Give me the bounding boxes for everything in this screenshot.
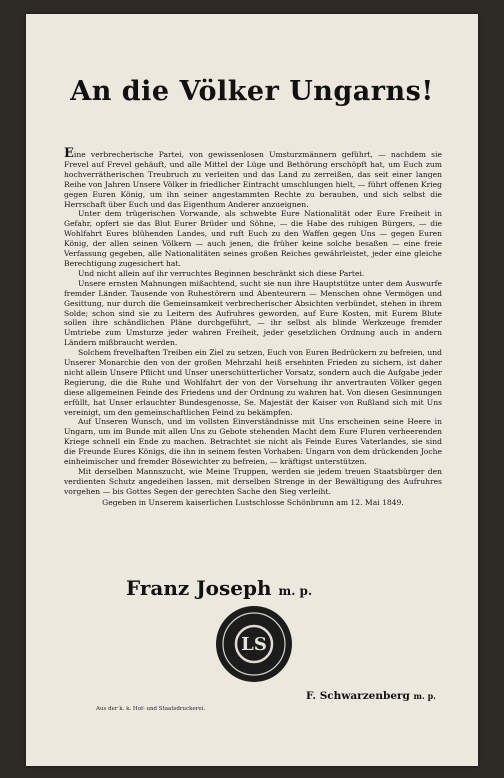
paragraph-1	[64, 146, 442, 209]
seal-emblem	[216, 606, 292, 682]
paragraph-6: Auf Unseren Wunsch, und im vollsten Einverständnisse mit Uns erscheinen seine Heere in Ungarn, um im Bunde mit allen Uns zu Gebote stehenden Macht dem Eure Fluren verheerenden Kriege schnell ein Ende zu machen. Betrachtet sie nicht als Feinde Eures Vaterlandes, sie sind die Freunde Eures Königs, die ihn in seinem festen Vorhaben: Ungarn von dem drückenden Joche einheimischer und fremder Bösewichter zu befreien, — kräftigst unterstützen.	[64, 417, 442, 467]
paragraph-5: Solchem frevelhaften Treiben ein Ziel zu setzen, Euch von Euren Bedrückern zu befreien, und Unserer Monarchie den von der großen Mehrzahl heiß ersehnten Frieden zu sichern, ist daher nicht allein Unsere Pflicht und Unser unerschütterlicher Vorsatz, sondern auch die Aufgabe jeder Regierung, die die Ruhe und Wohlfahrt der von der Vorsehung ihr anvertrauten Völker gegen diese allgemeinen Feinde des Friedens und der Ordnung zu wahren hat. Von diesen Gesinnungen erfüllt, hat Unser erlauchter Bundesgenosse, Se. Majestät der Kaiser von Rußland sich mit Uns vereinigt, um den gemeinschaftlichen Feind zu bekämpfen.	[64, 348, 442, 417]
minister-mp: m. p.	[413, 691, 436, 701]
paragraph-2: Unter dem trügerischen Vorwande, als schwebte Eure Nationalität oder Eure Freiheit in Gefahr, opfert sie das Blut Eurer Brüder und Söhne, — die Habe des ruhigen Bürgers, — die Wohlfahrt Eures blühenden Landes, und ruft Euch zu den Waffen gegen Uns — gegen Euren König, der allen seinen Völkern — auch jenen, die früher keine solche besaßen — eine freie Verfassung gegeben, alle Nationalitäten seines großen Reiches gewährleistet, jeder eine gleiche Berechtigung zugesichert hat.	[64, 209, 442, 268]
paragraph-3: Und nicht allein auf ihr verruchtes Beginnen beschränkt sich diese Partei.	[78, 268, 365, 278]
minister-name: F. Schwarzenberg	[306, 690, 410, 702]
emperor-name: Franz Joseph	[126, 576, 272, 600]
seal-icon	[216, 606, 292, 682]
drop-cap: E	[64, 146, 74, 161]
proclamation-body	[64, 146, 442, 508]
poster-title: An die Völker Ungarns!	[70, 76, 434, 107]
emperor-mp: m. p.	[278, 584, 313, 598]
date-line: Gegeben in Unserem kaiserlichen Lustschlosse Schönbrunn am 12. Mai 1849.	[102, 497, 404, 507]
proclamation-poster	[26, 14, 478, 766]
minister-signature	[306, 690, 436, 702]
emperor-signature	[126, 576, 312, 600]
paragraph-4: Unsere ernsten Mahnungen mißachtend, sucht sie nun ihre Hauptstütze unter dem Auswurfe fremder Länder. Tausende von Ruhestörern und Abenteurern — Menschen ohne Vermögen und Gesittung, nur durch die Gemeinsamkeit verbrecherischer Absichten verbündet, stehen in ihrem Solde; schon sind sie zu Leitern des Aufruhres geworden, auf Eure Kosten, mit Eurem Blute sollen ihre schändlichen Pläne durchgeführt, — ihr selbst als blinde Werkzeuge fremder Umtriebe zum Umsturze jeder wahren Freiheit, jeder gesetzlichen Ordnung auch in andern Ländern mißbraucht werden.	[64, 278, 442, 348]
paragraph-7: Mit derselben Mannszucht, wie Meine Truppen, werden sie jedem treuen Staatsbürger den verdienten Schutz angedeihen lassen, mit derselben Strenge in der Bewältigung des Aufruhres vorgehen — bis Gottes Segen der gerechten Sache den Sieg verleiht.	[64, 467, 442, 496]
paragraph-1-text: ine verbrecherische Partei, von gewissenlosen Umsturzmännern geführt, — nachdem sie Frevel auf Frevel gehäuft, und alle Mittel der Lüge und Bethörung erschöpft hat, um Euch zum hochverrätherischen Treubruch zu verleiten und das Land zu zerreißen, das seit einer langen Reihe von Jahren Unsere Völker in friedlicher Eintracht umschlungen hielt, — führt offenen Krieg gegen Euren König, um ihn seiner angestammten Rechte zu berauben, und sich selbst die Herrschaft über Euch und das Eigenthum Anderer anzueignen.	[64, 150, 442, 209]
printer-imprint: Aus der k. k. Hof- und Staatsdruckerei.	[96, 706, 206, 712]
seal-letters: LS	[241, 634, 267, 655]
